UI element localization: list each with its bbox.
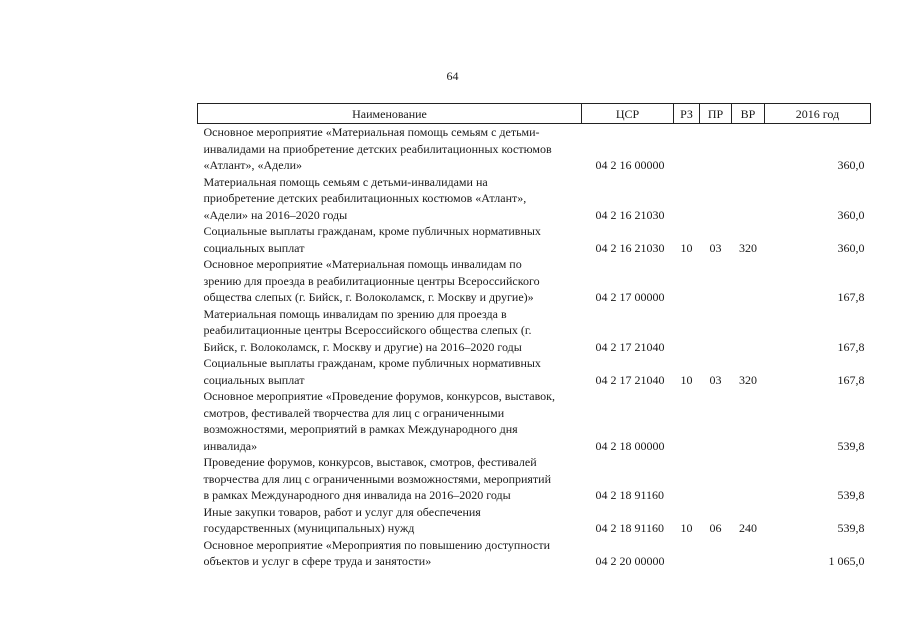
row-name (198, 388, 582, 454)
table-body (198, 124, 871, 570)
header-name: Наименование (198, 104, 582, 124)
row-name-line: Основное мероприятие «Проведение форумов, конкурсов, выставок, (203, 389, 555, 403)
row-name-line: приобретение детских реабилитационных костюмов «Атлант», (203, 191, 527, 205)
row-name-line: социальных выплат (203, 372, 305, 387)
row-name-line: «Атлант», «Адели» (203, 158, 303, 172)
row-name (198, 124, 582, 174)
row-name-line: Материальная помощь семьям с детьми-инвалидами на (203, 174, 488, 189)
header-rz: РЗ (674, 104, 700, 124)
row-name (198, 355, 582, 388)
row-vr: 320 (739, 240, 757, 255)
row-vr (732, 537, 765, 570)
row-csr: 04 2 20 00000 (595, 554, 665, 568)
row-pr (700, 306, 732, 356)
row-name (198, 537, 582, 570)
row-csr: 04 2 17 21040 (595, 372, 665, 387)
row-amount: 1 065,0 (828, 554, 865, 568)
row-name-line: в рамках Международного дня инвалида на 2016–2020 годы (203, 488, 511, 502)
row-name-line: Иные закупки товаров, работ и услуг для обеспечения (203, 504, 481, 519)
row-csr: 04 2 16 00000 (595, 158, 665, 172)
row-rz: 10 (680, 240, 693, 255)
row-name-line: Основное мероприятие «Материальная помощь семьям с детьми- (203, 125, 540, 139)
row-amount: 539,8 (837, 438, 865, 453)
row-rz (674, 124, 700, 174)
row-name-line: объектов и услуг в сфере труда и занятости» (203, 554, 432, 568)
table-row (198, 124, 871, 174)
row-name (198, 306, 582, 356)
table-row (198, 174, 871, 224)
row-name-line: Социальные выплаты гражданам, кроме публичных нормативных (203, 356, 541, 370)
header-csr: ЦСР (582, 104, 674, 124)
header-pr: ПР (700, 104, 732, 124)
row-pr: 03 (709, 240, 722, 255)
page-number: 64 (446, 69, 459, 83)
row-rz (674, 454, 700, 504)
table-row (198, 454, 871, 504)
row-csr: 04 2 17 21040 (595, 339, 665, 354)
row-rz (674, 306, 700, 356)
row-name-line: Социальные выплаты гражданам, кроме публичных нормативных (203, 224, 541, 238)
row-csr: 04 2 16 21030 (595, 240, 665, 255)
row-rz (674, 174, 700, 224)
row-amount: 167,8 (837, 339, 865, 354)
row-name-line: социальных выплат (203, 240, 305, 255)
row-name-line: Основное мероприятие «Материальная помощь инвалидам по (203, 257, 522, 271)
row-name-line: реабилитационные центры Всероссийского общества слепых (г. (203, 323, 532, 337)
row-name-line: инвалидами на приобретение детских реабилитационных костюмов (203, 141, 552, 156)
row-vr (732, 306, 765, 356)
row-amount: 360,0 (837, 240, 865, 255)
row-amount: 539,8 (837, 488, 865, 502)
row-vr (732, 454, 765, 504)
row-name (198, 504, 582, 537)
table-row (198, 306, 871, 356)
row-name-line: творчества для лиц с ограниченными возможностями, мероприятий (203, 471, 552, 486)
row-name-line: смотров, фестивалей творчества для лиц с ограниченными (203, 405, 505, 420)
row-vr (732, 124, 765, 174)
row-name-line: Материальная помощь инвалидам по зрению для проезда в (203, 306, 507, 321)
header-vr: ВР (732, 104, 765, 124)
table-row (198, 223, 871, 256)
row-rz (674, 256, 700, 306)
row-csr: 04 2 18 00000 (595, 438, 665, 453)
row-csr: 04 2 18 91160 (595, 521, 665, 535)
table-row (198, 537, 871, 570)
row-vr (732, 174, 765, 224)
row-amount: 167,8 (837, 372, 865, 387)
row-name (198, 223, 582, 256)
row-pr (700, 174, 732, 224)
row-amount: 539,8 (837, 521, 865, 535)
row-amount: 360,0 (837, 207, 865, 222)
row-vr: 320 (739, 372, 757, 387)
budget-table (197, 103, 871, 570)
row-vr (732, 256, 765, 306)
row-name (198, 454, 582, 504)
row-rz (674, 388, 700, 454)
row-rz: 10 (680, 521, 693, 535)
row-name (198, 256, 582, 306)
table-row (198, 504, 871, 537)
row-csr: 04 2 16 21030 (595, 207, 665, 222)
table-row (198, 388, 871, 454)
row-name-line: государственных (муниципальных) нужд (203, 521, 415, 535)
row-name-line: инвалида» (203, 438, 258, 453)
row-name-line: Основное мероприятие «Мероприятия по повышению доступности (203, 537, 551, 552)
header-year: 2016 год (765, 104, 871, 124)
row-vr (732, 388, 765, 454)
table-row (198, 256, 871, 306)
row-pr: 06 (709, 521, 722, 535)
row-pr (700, 537, 732, 570)
row-pr: 03 (709, 372, 722, 387)
row-name (198, 174, 582, 224)
row-name-line: Проведение форумов, конкурсов, выставок, смотров, фестивалей (203, 455, 537, 469)
row-pr (700, 388, 732, 454)
row-amount: 167,8 (837, 290, 865, 304)
table-row (198, 355, 871, 388)
row-amount: 360,0 (837, 158, 865, 172)
row-rz (674, 537, 700, 570)
row-name-line: Бийск, г. Волоколамск, г. Москву и другие) на 2016–2020 годы (203, 339, 522, 354)
row-pr (700, 256, 732, 306)
row-csr: 04 2 17 00000 (595, 290, 665, 304)
row-name-line: общества слепых (г. Бийск, г. Волоколамск, г. Москву и другие)» (203, 290, 534, 304)
table-header (198, 104, 871, 124)
row-name-line: «Адели» на 2016–2020 годы (203, 207, 348, 222)
row-name-line: зрению для проезда в реабилитационные центры Всероссийского (203, 273, 540, 288)
row-rz: 10 (680, 372, 693, 387)
row-pr (700, 454, 732, 504)
row-name-line: возможностями, мероприятий в рамках Международного дня (203, 422, 518, 436)
row-vr: 240 (739, 521, 757, 535)
row-csr: 04 2 18 91160 (595, 488, 665, 502)
row-pr (700, 124, 732, 174)
